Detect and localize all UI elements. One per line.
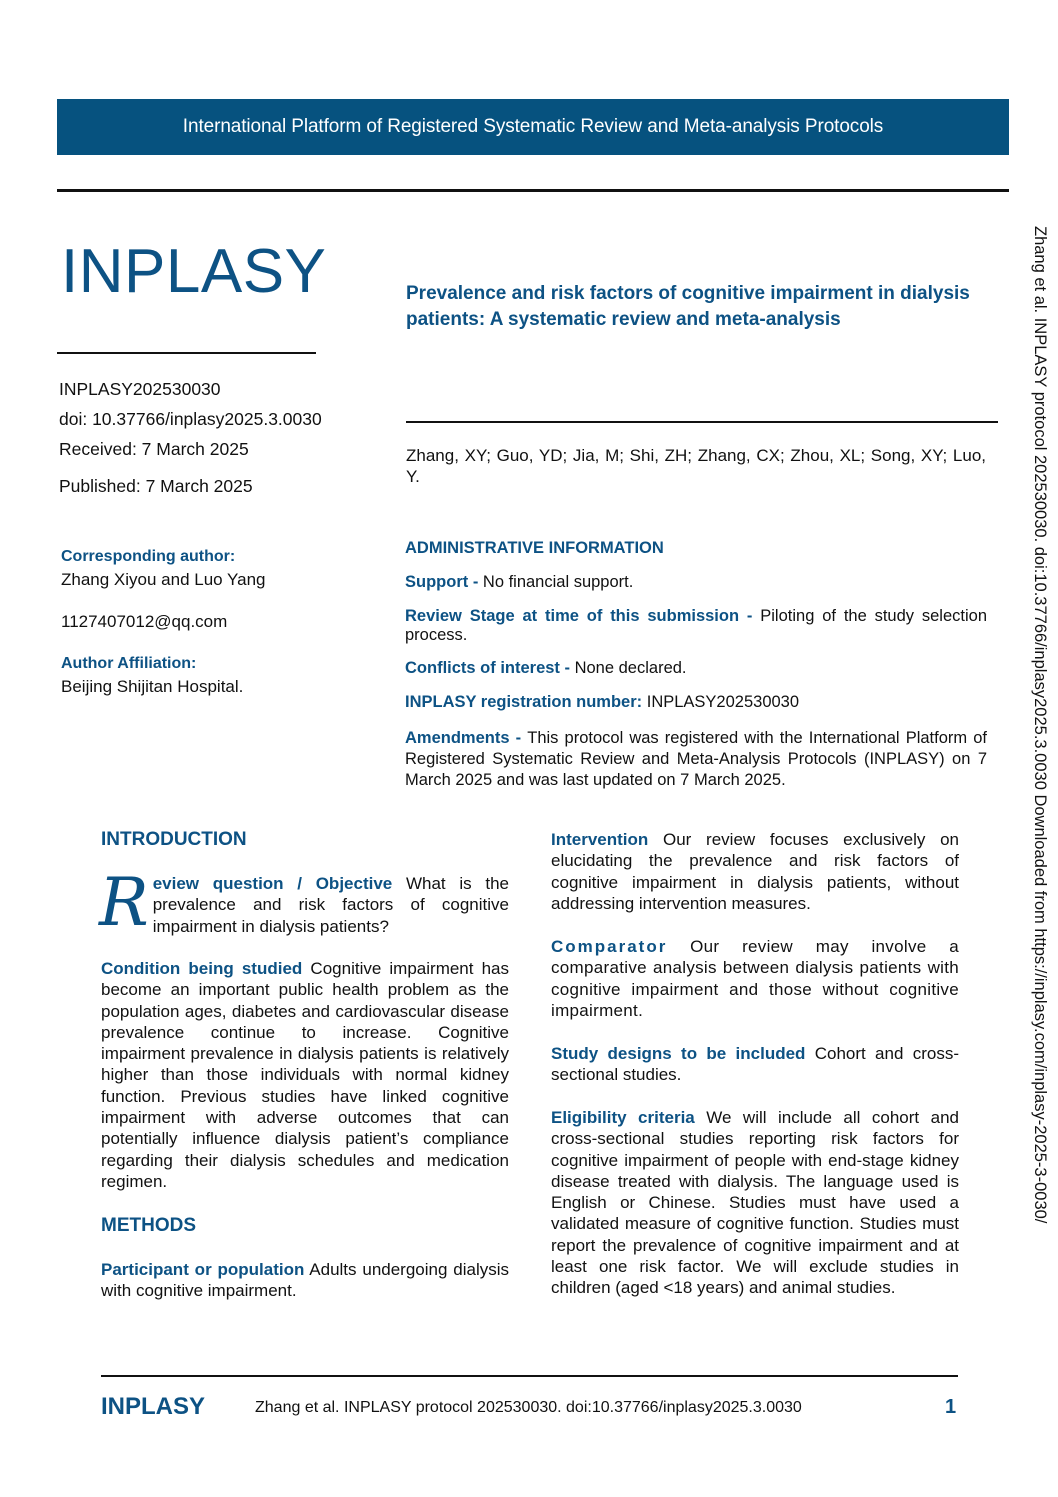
participant-label: Participant or population [101, 1260, 305, 1279]
admin-conflicts [405, 659, 987, 678]
conflicts-value: None declared. [574, 659, 687, 677]
review-stage-value: Piloting of the study selection process. [405, 607, 988, 644]
condition-paragraph [101, 958, 509, 1192]
admin-heading: ADMINISTRATIVE INFORMATION [405, 539, 664, 557]
published-date: Published: 7 March 2025 [59, 476, 253, 496]
participant-text: Adults undergoing dialysis with cognitive impairment. [101, 1260, 510, 1301]
registration-label: INPLASY registration number: [405, 693, 647, 711]
admin-review-stage [405, 607, 987, 645]
eligibility-text: We will include all cohort and cross-sectional studies reporting risk factors for cognitive impairment of people with end-stage kidney disease treated with dialysis. The language used is English or Chinese. Studies must have used a validated measure of cognitive function. Studies must report the prevalence of cognitive impairment and at least one risk factor. We will exclude studies in children (aged <18 years) and animal studies. [551, 1108, 959, 1298]
corresponding-email[interactable]: 1127407012@qq.com [61, 612, 228, 631]
header-banner [57, 99, 1009, 155]
page-number: 1 [945, 1396, 957, 1418]
review-question-paragraph [99, 864, 509, 941]
review-stage-label: Review Stage at time of this submission - [405, 607, 761, 625]
affiliation-label: Author Affiliation: [61, 655, 197, 672]
footer-citation: Zhang et al. INPLASY protocol 202530030. doi:10.37766/inplasy2025.3.0030 [255, 1399, 802, 1416]
author-list: Zhang, XY; Guo, YD; Jia, M; Shi, ZH; Zhang, CX; Zhou, XL; Song, XY; Luo, Y. [406, 446, 986, 486]
methods-heading: METHODS [101, 1215, 196, 1236]
comparator-label: Comparator [551, 937, 668, 956]
title-rule [406, 421, 998, 423]
condition-label: Condition being studied [101, 959, 303, 978]
support-label: Support - [405, 573, 483, 591]
amendments-label: Amendments - [405, 729, 528, 747]
intervention-paragraph [551, 829, 959, 914]
footer-rule [101, 1375, 958, 1377]
study-designs-text: Cohort and cross-sectional studies. [551, 1044, 959, 1085]
intervention-label: Intervention [551, 830, 649, 849]
vertical-citation: Zhang et al. INPLASY protocol 202530030. doi:10.37766/inplasy2025.3.0030 Downloaded from https://inplasy.com/inplasy-2025-3-0030/ [1031, 226, 1049, 1224]
affiliation-value: Beijing Shijitan Hospital. [61, 677, 244, 696]
review-question-label: eview question / Objective [152, 874, 393, 893]
admin-amendments [405, 728, 987, 791]
article-title: Prevalence and risk factors of cognitive impairment in dialysis patients: A systematic review and meta-analysis [406, 283, 970, 330]
doi[interactable]: doi: 10.37766/inplasy2025.3.0030 [59, 409, 322, 429]
corresponding-author-label: Corresponding author: [61, 548, 236, 565]
banner-text: International Platform of Registered Systematic Review and Meta-analysis Protocols [182, 116, 884, 137]
eligibility-label: Eligibility criteria [551, 1108, 695, 1127]
header-rule [57, 189, 1009, 192]
protocol-id: INPLASY202530030 [59, 379, 221, 399]
eligibility-paragraph [551, 1107, 959, 1299]
received-date: Received: 7 March 2025 [59, 439, 249, 459]
support-value: No financial support. [482, 573, 634, 591]
study-designs-label: Study designs to be included [551, 1044, 806, 1063]
amendments-value: This protocol was registered with the International Platform of Registered Systematic Review and Meta-Analysis Protocols (INPLASY) on 7 March 2025 and was last updated on 7 March 2025. [405, 729, 988, 789]
study-designs-paragraph [551, 1043, 959, 1086]
introduction-heading: INTRODUCTION [101, 829, 247, 850]
intervention-text: Our review focuses exclusively on elucidating the prevalence and risk factors of cognitive impairment in dialysis patients, without addressing intervention measures. [551, 830, 959, 913]
corresponding-author-names: Zhang Xiyou and Luo Yang [61, 570, 266, 589]
footer-brand: INPLASY [101, 1393, 206, 1420]
brand-rule [57, 352, 316, 354]
review-question-text: What is the prevalence and risk factors of cognitive impairment in dialysis patients? [152, 874, 509, 936]
registration-value: INPLASY202530030 [646, 693, 800, 711]
participant-paragraph [101, 1259, 509, 1302]
comparator-paragraph [551, 936, 959, 1021]
conflicts-label: Conflicts of interest - [405, 659, 575, 677]
comparator-text: Our review may involve a comparative analysis between dialysis patients with cognitive impairment and those without cognitive impairment. [551, 937, 959, 1020]
admin-registration [405, 693, 987, 712]
brand-logo: INPLASY [61, 237, 327, 306]
admin-support [405, 573, 987, 592]
dropcap-letter: R [99, 864, 149, 941]
condition-text: Cognitive impairment has become an important public health problem as the population ages, diabetes and cardiovascular disease prevalence continue to increase. Cognitive impairment prevalence in dialysis patients is relatively higher than those individuals with normal kidney function. Previous studies have linked cognitive impairment with adverse outcomes that can potentially influence dialysis patient’s compliance regarding their dialysis schedules and medication regimen. [101, 959, 510, 1191]
